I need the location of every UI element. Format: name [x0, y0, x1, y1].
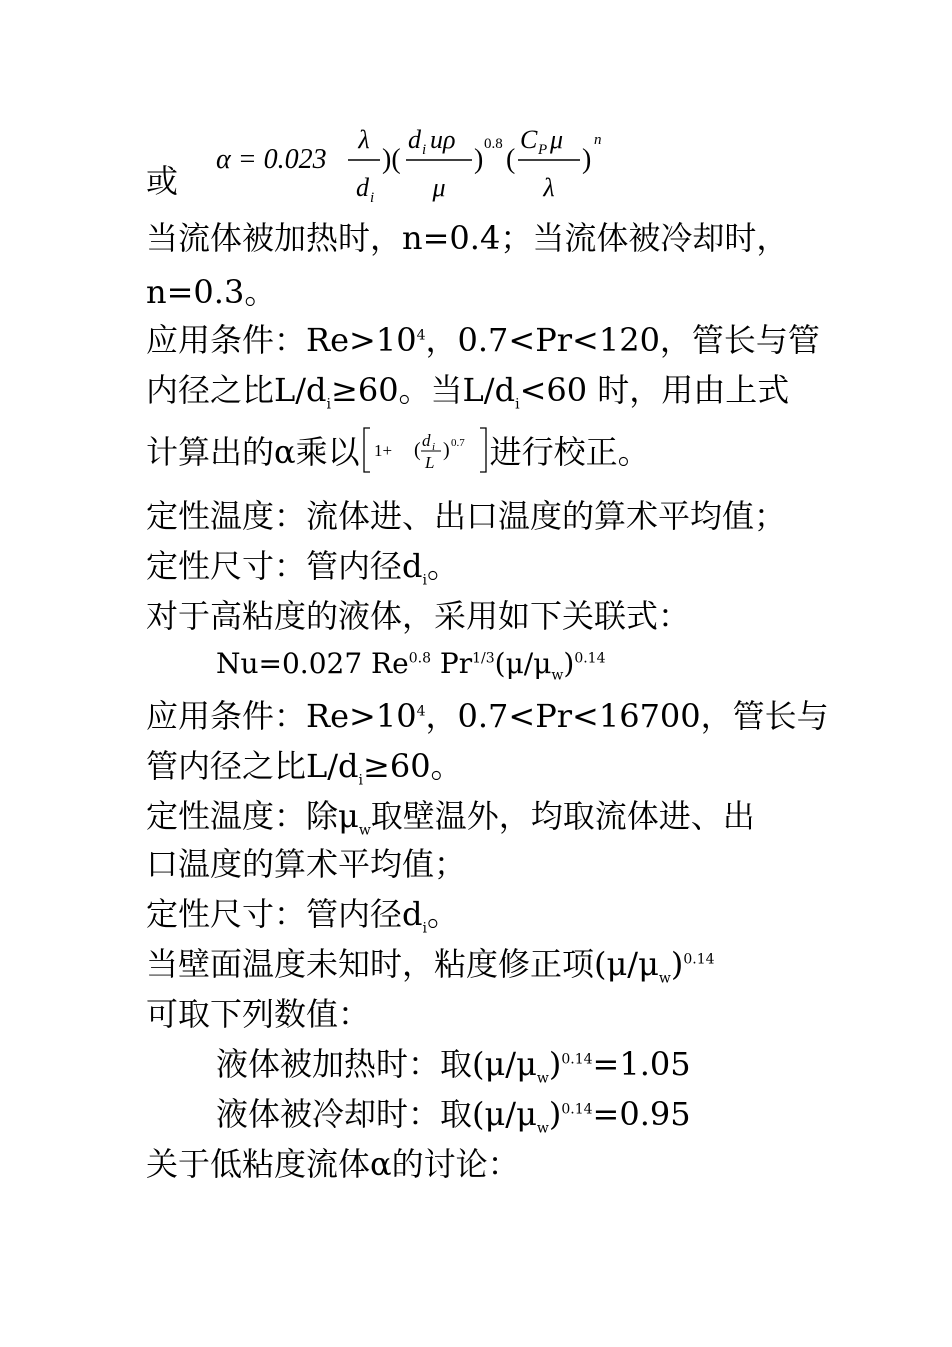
- corr-num-sub: i: [431, 440, 435, 453]
- frac2-num: d: [408, 125, 421, 154]
- main-formula: [146, 118, 706, 214]
- dittus-boelter-equation: [210, 118, 710, 214]
- paren: )(: [382, 144, 401, 175]
- frac1-den: d: [356, 173, 369, 202]
- frac1-den-sub: i: [370, 190, 375, 206]
- paren: ): [474, 144, 484, 175]
- text-line: 口温度的算术平均值；: [146, 845, 467, 883]
- frac3-num-sub: P: [538, 142, 548, 158]
- frac1-num: λ: [358, 125, 370, 154]
- corr-den: L: [424, 452, 435, 472]
- exp2: n: [594, 132, 602, 148]
- frac2-den: μ: [432, 173, 446, 202]
- text-line: 液体被加热时：取$(\mu/\mu_w)^{0.14}=1.05$: [216, 1045, 691, 1087]
- text-line: 应用条件：$Re>10^4$，0.7<Pr<120，管长与管: [146, 321, 820, 359]
- paren: (: [506, 144, 516, 175]
- text-line: 当壁面温度未知时，粘度修正项$(\mu/\mu_w)^{0.14}$: [146, 945, 715, 987]
- frac2-num-rest: uρ: [430, 125, 456, 154]
- text-line: 当流体被加热时，n=0.4；当流体被冷却时，: [146, 219, 789, 257]
- correction-factor: [362, 425, 488, 475]
- corr-one: 1+: [373, 440, 392, 460]
- paren: ): [442, 438, 450, 461]
- corr-num: d: [421, 430, 431, 450]
- text-line: n=0.3。: [146, 273, 277, 311]
- frac3-num: C: [520, 125, 538, 154]
- nu-formula: Nu=0.027 $Re^{0.8}$ $Pr^{1/3}(\mu/\mu_w)^{0.14}$: [216, 647, 606, 684]
- frac2-num-sub: i: [422, 142, 427, 158]
- frac3-num-rest: μ: [550, 125, 564, 154]
- formula-lhs: α = 0.023: [216, 144, 327, 175]
- text-line: 定性温度：流体进、出口温度的算术平均值；: [146, 497, 787, 535]
- corr-exp: 0.7: [450, 436, 465, 449]
- text-line: 管内径之比$L/d_i\ge 60$。: [146, 747, 463, 789]
- text-line: 定性尺寸：管内径$d_i$。: [146, 895, 459, 937]
- paren: ): [582, 144, 592, 175]
- text-line: 对于高粘度的液体，采用如下关联式：: [146, 597, 691, 635]
- text-line: 液体被冷却时：取$(\mu/\mu_w)^{0.14}=0.95$: [216, 1095, 691, 1137]
- text-line: 可取下列数值：: [146, 995, 371, 1033]
- text-line: 定性尺寸：管内径$d_i$。: [146, 547, 459, 589]
- paren: (: [413, 438, 421, 461]
- exp1: 0.8: [484, 136, 503, 152]
- text-line: 应用条件：$Re>10^4$，0.7<Pr<16700，管长与: [146, 697, 829, 735]
- frac3-den: λ: [543, 173, 555, 202]
- formula-prefix: 或: [146, 162, 179, 200]
- text-line: 内径之比$L/d_i\ge 60$。当$L/d_i<60$ 时，用由上式: [146, 371, 790, 413]
- text-line-correction: 计算出的α乘以 1+ ( d i L ) 0.7 进行校正。: [146, 432, 650, 482]
- text-line: 关于低粘度流体α的讨论：: [146, 1145, 520, 1183]
- text-line: 定性温度：除$\mu_w$取壁温外，均取流体进、出: [146, 797, 755, 839]
